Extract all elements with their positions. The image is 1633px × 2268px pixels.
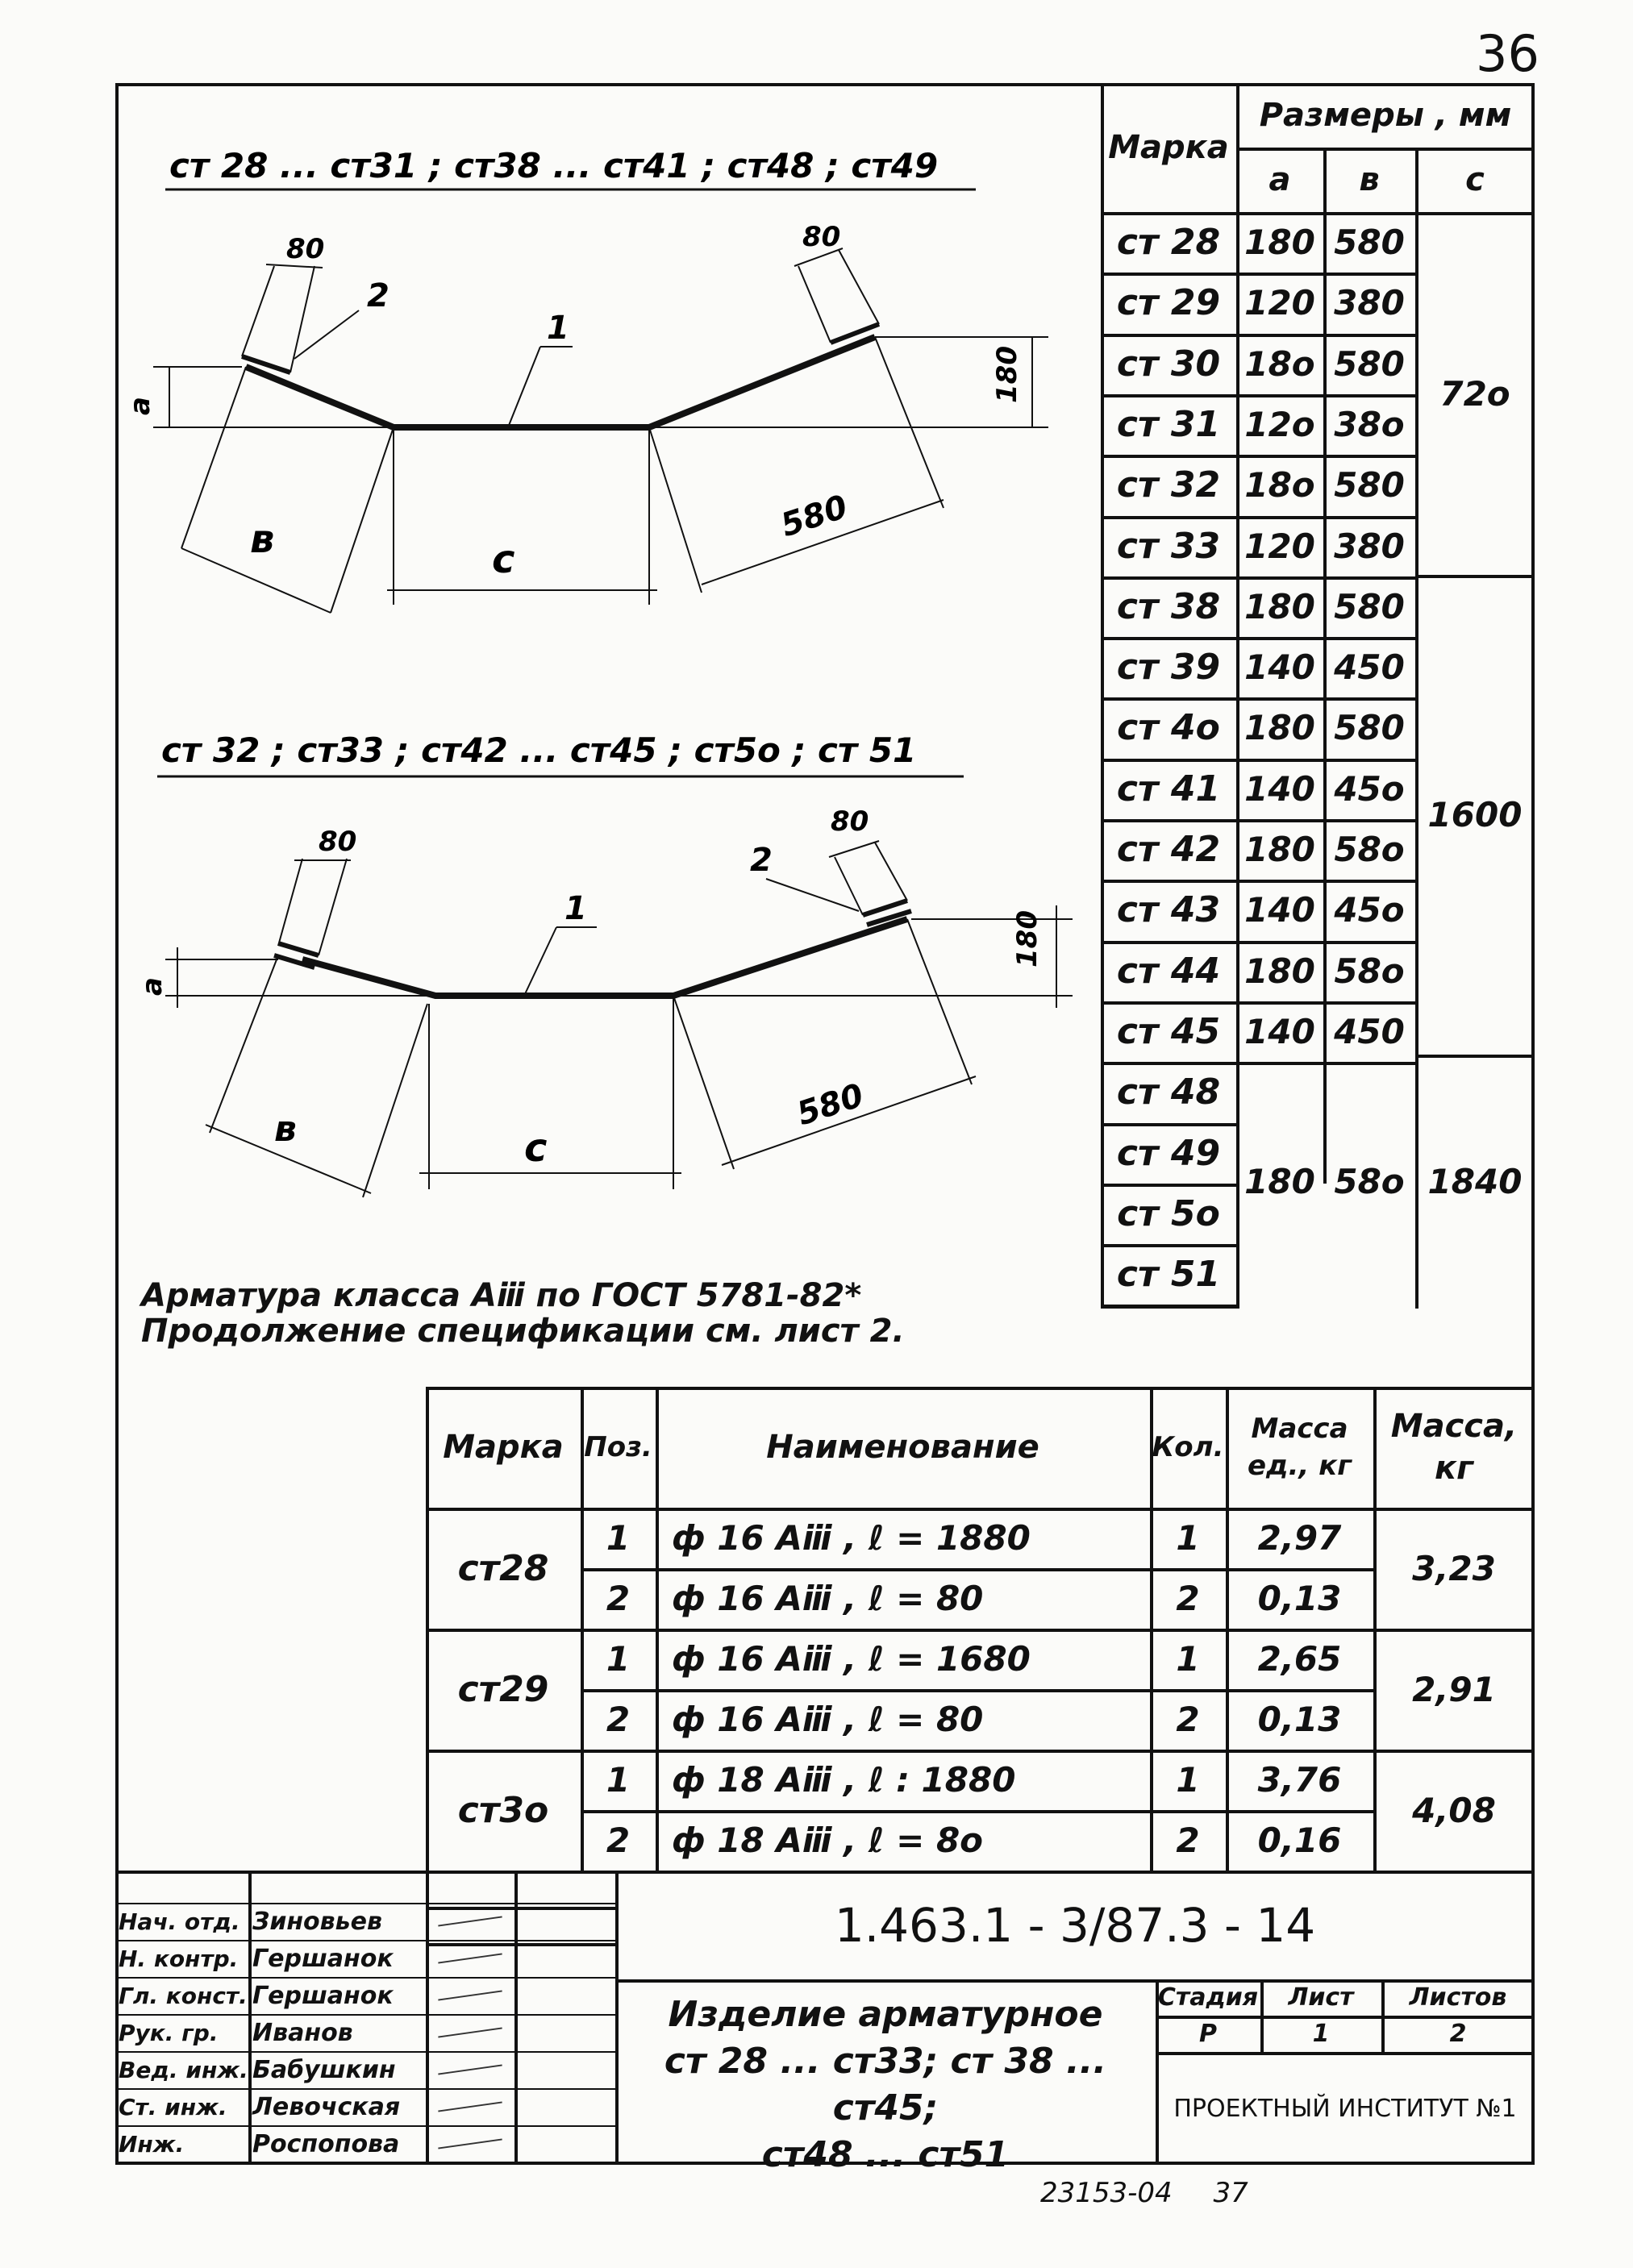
spec-row-qty: 2 [1176,1700,1200,1739]
spec-header-mass: Масса, кг [1390,1408,1518,1487]
size-row-b: 380 [1334,526,1405,566]
size-row-mark: ст 44 [1116,951,1221,992]
spec-row-name: ф 16 Аⅲ , ℓ = 1680 [672,1639,1031,1679]
spec-group-mark: ст28 [457,1547,549,1589]
size-row-b: 58о [1334,951,1405,991]
size-row-mark: ст 45 [1116,1011,1221,1052]
size-row-b: 580 [1334,223,1405,262]
size-row-mark: ст 38 [1116,586,1221,627]
spec-row-name: ф 18 Аⅲ , ℓ : 1880 [672,1760,1016,1800]
size-row-a: 12о [1244,405,1315,444]
item-title-line-2: ст 28 ... ст33; ст 38 ... ст45; [664,2041,1107,2129]
signature [438,2138,502,2149]
spec-group-total-mass: 3,23 [1412,1548,1496,1588]
pos-2-2: 2 [750,842,773,879]
spec-row-qty: 1 [1176,1518,1200,1558]
stage-value: Р [1199,2020,1217,2048]
spec-row-pos: 1 [606,1760,631,1800]
stage-label: Стадия [1157,1983,1259,2012]
label-c-1: с [492,537,515,582]
size-row-b: 45о [1334,769,1405,809]
dim-180-1: 180 [991,346,1023,403]
spec-row-name: ф 16 Аⅲ , ℓ = 80 [672,1579,984,1618]
pos-1-2: 1 [564,890,587,927]
archive-page: 37 [1213,2177,1248,2209]
staff-name: Гершанок [252,1981,394,2010]
size-row-a: 140 [1244,769,1315,809]
dim-580-1: 580 [776,488,852,545]
item-title-line-3: ст48 ... ст51 [761,2134,1010,2175]
dim-580-2: 580 [792,1076,869,1134]
size-row-mark: ст 32 [1116,464,1221,506]
size-row-b: 580 [1334,587,1405,626]
spec-row-qty: 2 [1176,1579,1200,1618]
dim-80-right-2: 80 [831,805,869,838]
size-row-mark: ст 51 [1116,1254,1221,1295]
staff-role: Н. контр. [119,1945,239,1972]
item-title [615,1991,1156,2179]
size-row-a: 180 [1244,587,1315,626]
spec-row-pos: 2 [606,1579,631,1618]
label-b-1: в [250,517,275,562]
sheet-value: 1 [1312,2020,1330,2048]
spec-header-pos: Поз. [584,1431,652,1463]
signature [438,1953,502,1963]
signature [438,2027,502,2037]
size-row-a: 180 [1244,951,1315,991]
bar-2 [302,919,907,996]
size-col-c: с [1465,161,1485,198]
size-header-mark: Марка [1108,129,1229,166]
size-row-a: 140 [1244,1012,1315,1051]
staff-role: Гл. конст. [119,1982,248,2009]
note-line-2: Продолжение спецификации см. лист 2. [141,1313,905,1350]
size-row-a: 180 [1244,223,1315,262]
size-col-b: в [1359,161,1380,198]
note-line-1: Арматура класса Аⅲ по ГОСТ 5781-82* [141,1277,862,1314]
size-row-a: 18о [1244,344,1315,384]
staff-name: Левочская [252,2092,401,2121]
dim-180-2: 180 [1011,910,1044,968]
label-a-1: a [124,397,156,415]
pos-2-1: 2 [367,277,390,314]
doc-code: 1.463.1 - 3/87.3 - 14 [834,1897,1316,1953]
drawing-1 [121,145,1089,645]
spec-row-unit-mass: 0,13 [1257,1700,1342,1739]
size-group-last-a: 180 [1244,1162,1315,1201]
dim-80-right-1: 80 [802,221,841,253]
spec-row-qty: 1 [1176,1639,1200,1679]
size-row-b: 38о [1334,405,1405,444]
dim-80-left-1: 80 [286,233,325,265]
label-b-2: в [274,1109,297,1150]
size-row-mark: ст 5о [1117,1193,1220,1234]
size-table [1101,83,1535,1309]
size-row-mark: ст 48 [1116,1072,1221,1113]
size-row-mark: ст 41 [1116,768,1221,809]
size-row-a: 180 [1244,830,1315,869]
dim-80-left-2: 80 [319,826,357,858]
size-row-mark: ст 30 [1116,343,1221,385]
drawing-2 [121,722,1089,1221]
size-row-mark: ст 33 [1116,526,1221,567]
spec-row-pos: 1 [606,1518,631,1558]
spec-header-name: Наименование [766,1429,1039,1466]
size-row-a: 180 [1244,708,1315,747]
sheets-label: Листов [1409,1983,1507,2012]
spec-row-pos: 2 [606,1700,631,1739]
size-row-mark: ст 28 [1116,222,1221,263]
staff-role: Ст. инж. [119,2093,227,2120]
staff-role: Рук. гр. [119,2019,219,2046]
staff-role: Нач. отд. [119,1908,240,1935]
drawing-1-caption: ст 28 ... ст31 ; ст38 ... ст41 ; ст48 ; ст49 [169,146,939,185]
size-row-mark: ст 29 [1116,282,1221,323]
signature [438,2064,502,2074]
sheet-label: Лист [1288,1983,1354,2012]
spec-header-unit-mass: Масса ед., кг [1247,1413,1352,1482]
spec-group-mark: ст3о [457,1789,549,1831]
size-row-b: 380 [1334,283,1405,323]
spec-row-name: ф 16 Аⅲ , ℓ = 80 [672,1700,984,1739]
label-a-2: a [136,977,169,996]
staff-name: Иванов [252,2018,353,2047]
page-number: 36 [1476,24,1539,83]
spec-group-mark: ст29 [457,1668,549,1710]
size-row-b: 580 [1334,465,1405,505]
size-row-b: 580 [1334,708,1405,747]
size-group-c-2: 1600 [1427,795,1523,834]
size-row-mark: ст 49 [1116,1133,1221,1174]
size-row-b: 450 [1334,1012,1405,1051]
notes [141,1278,905,1349]
drawing-2-caption: ст 32 ; ст33 ; ст42 ... ст45 ; ст5о ; ст 51 [161,730,917,770]
size-group-c-3: 1840 [1427,1162,1523,1201]
spec-row-qty: 1 [1176,1760,1200,1800]
staff-name: Бабушкин [252,2055,396,2084]
spec-table [426,1387,1535,1871]
size-row-b: 45о [1334,890,1405,930]
spec-row-unit-mass: 0,16 [1257,1821,1342,1860]
size-row-mark: ст 39 [1116,647,1221,688]
spec-row-name: ф 16 Аⅲ , ℓ = 1880 [672,1518,1031,1558]
spec-row-qty: 2 [1176,1821,1200,1860]
spec-row-pos: 1 [606,1639,631,1679]
title-block [115,1871,1535,2175]
spec-row-pos: 2 [606,1821,631,1860]
size-group-c-1: 72о [1439,373,1510,414]
size-group-last-b: 58о [1334,1162,1405,1201]
signature [438,2101,502,2112]
spec-group-total-mass: 2,91 [1412,1669,1496,1709]
spec-header-qty: Кол. [1152,1431,1224,1463]
size-header-sizes: Размеры , мм [1259,97,1512,134]
organization: ПРОЕКТНЫЙ ИНСТИТУТ №1 [1173,2094,1517,2123]
size-row-mark: ст 42 [1116,829,1221,870]
size-row-a: 120 [1244,526,1315,566]
size-row-mark: ст 4о [1117,707,1220,748]
label-c-2: с [524,1126,548,1171]
size-row-a: 140 [1244,890,1315,930]
size-row-b: 58о [1334,830,1405,869]
size-col-a: a [1268,161,1291,198]
staff-name: Гершанок [252,1944,394,1973]
bar-1 [246,337,875,427]
staff-role: Инж. [119,2130,185,2158]
sheets-value: 2 [1449,2020,1467,2048]
staff-role: Вед. инж. [119,2056,248,2083]
size-row-mark: ст 43 [1116,889,1221,930]
spec-header-mark: Марка [443,1429,564,1466]
staff-name: Зиновьев [252,1907,382,1936]
staff-name: Роспопова [252,2129,400,2158]
spec-row-unit-mass: 2,65 [1257,1639,1342,1679]
spec-row-unit-mass: 3,76 [1257,1760,1342,1800]
spec-group-total-mass: 4,08 [1412,1790,1496,1830]
signature [438,1916,502,1926]
size-row-b: 580 [1334,344,1405,384]
size-row-mark: ст 31 [1116,404,1221,445]
item-title-line-1: Изделие арматурное [668,1994,1103,2035]
footer-archive [1040,2177,1248,2209]
pos-1-1: 1 [547,310,569,347]
size-row-a: 140 [1244,647,1315,687]
archive-number: 23153-04 [1040,2177,1173,2209]
size-row-b: 450 [1334,647,1405,687]
spec-row-unit-mass: 2,97 [1257,1518,1342,1558]
size-row-a: 120 [1244,283,1315,323]
spec-row-name: ф 18 Аⅲ , ℓ = 8о [672,1821,984,1860]
signature [438,1990,502,2000]
spec-row-unit-mass: 0,13 [1257,1579,1342,1618]
size-row-a: 18о [1244,465,1315,505]
